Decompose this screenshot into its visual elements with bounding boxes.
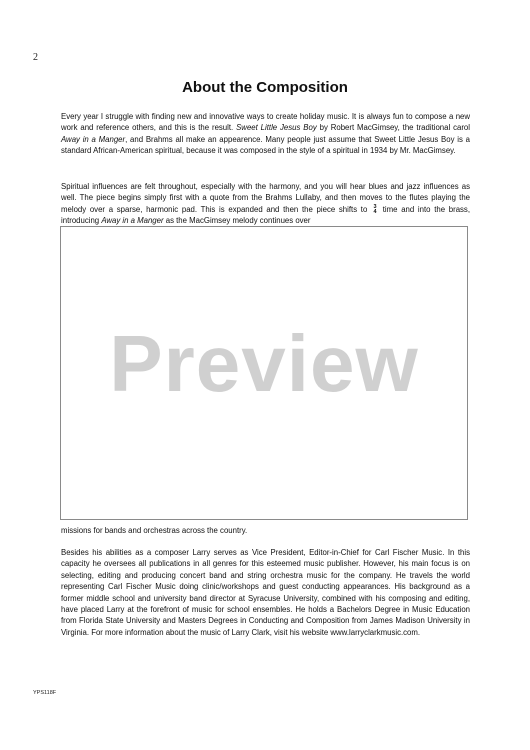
page-number: 2 [33, 52, 38, 63]
preview-watermark: Preview [109, 319, 419, 408]
paragraph-intro [61, 111, 470, 157]
text-run: as the MacGimsey melody continues over [163, 216, 311, 226]
text-run: by Robert MacGimsey, the traditional carol [316, 123, 470, 133]
title-sweet-little-jesus-boy: Sweet Little Jesus Boy [236, 123, 317, 133]
time-signature-icon [372, 205, 378, 215]
catalog-code: YPS118F [33, 690, 57, 696]
time-signature-bottom: 4 [373, 208, 377, 215]
paragraph-biography: Besides his abilities as a composer Larry serves as Vice President, Editor-in-Chief for Carl Fischer Music. In this capacity he oversees all publications in all genres for this esteemed music publisher. However, his main focus is on selecting, editing and producing concert band and string orchestra music for the company. He travels the world representing Carl Fischer Music doing clinic/workshops and guest conducting appearances. His background as a former middle school and university band director at Syracuse University, combined with his composing and editing, have placed Larry at the forefront of music for school ensembles. He holds a Bachelors Degree in Music Education from Florida State University and Masters Degrees in Conducting and Composition from James Madison University in Virginia. For more information about the music of Larry Clark, visit his website www.larryclarkmusic.com. [61, 548, 470, 637]
time-signature-top: 3 [373, 203, 377, 210]
text-run: , and Brahms all make an appearence. Many people just assume that Sweet Little Jesus Boy is a standard African-American spiritual, because it was composed in the style of a spiritual in 1934 by Mr. MacGimsey. [61, 134, 470, 156]
title-away-in-a-manger: Away in a Manger [101, 216, 164, 226]
title-away-in-a-manger: Away in a Manger [61, 134, 126, 144]
text-run: Every year I struggle with finding new and innovative ways to create holiday music. It is always fun to compose a new work and reference others, and this is the result. [61, 112, 470, 133]
text-run: time and into the brass, introducing [61, 204, 470, 226]
paragraph-continuation: missions for bands and orchestras across the country. [61, 526, 248, 535]
text-run: Spiritual influences are felt throughout, especially with the harmony, and you will hear blues and jazz influences as well. The piece begins simply first with a quote from the Brahms Lullaby, and then moves to the flutes playing the melody over a sparse, harmonic pad. This is expanded and then the piece shifts to [61, 182, 470, 214]
paragraph-spiritual-influences [61, 181, 470, 226]
page-title: About the Composition [182, 79, 348, 96]
preview-overlay [60, 226, 468, 520]
